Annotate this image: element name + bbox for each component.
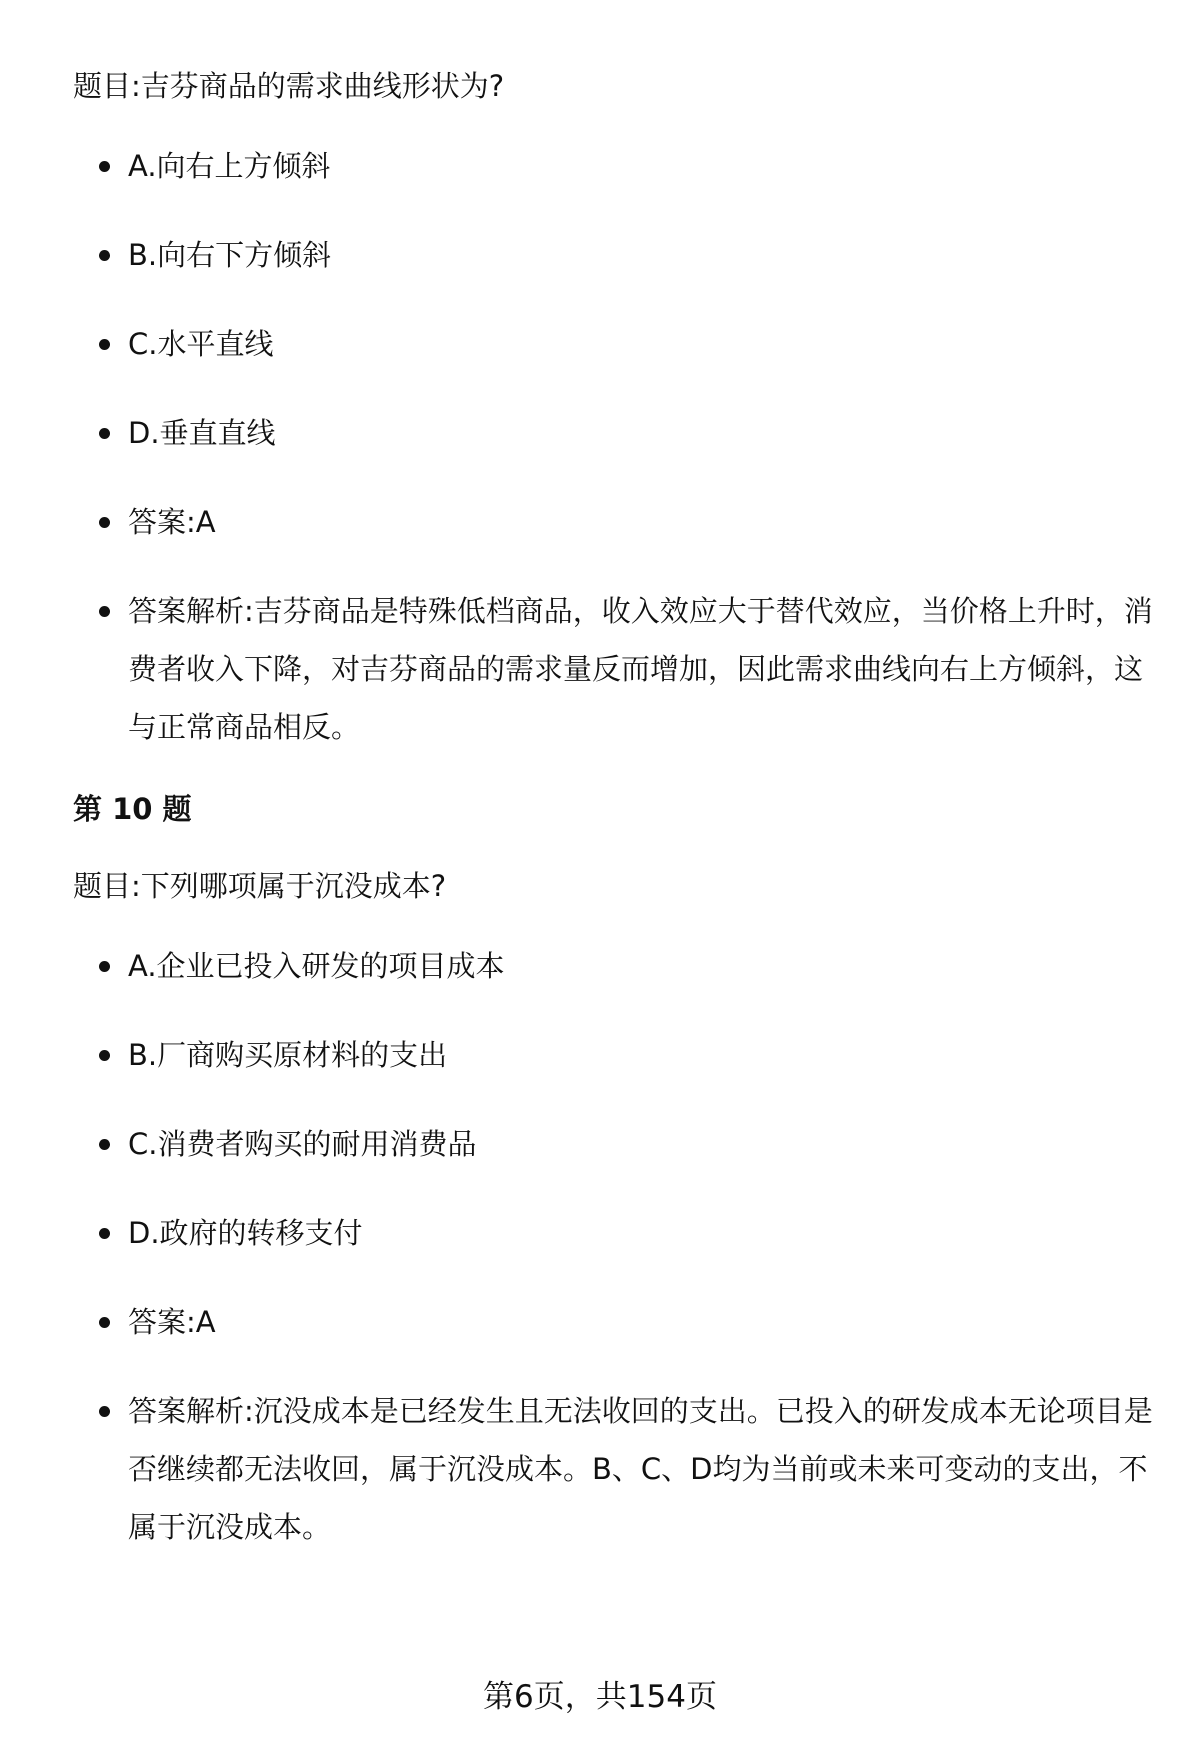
q9-option-d: D.垂直直线 [73, 413, 1153, 453]
q9-option-b: B.向右下方倾斜 [73, 235, 1153, 275]
q9-option-c: C.水平直线 [73, 324, 1153, 364]
page-number: 第6页，共154页 [483, 1679, 717, 1715]
q10-options-list [73, 946, 1153, 1556]
q10-option-c: C.消费者购买的耐用消费品 [73, 1124, 1153, 1164]
q9-answer: 答案:A [73, 502, 1153, 542]
q9-explanation: 答案解析:吉芬商品是特殊低档商品，收入效应大于替代效应，当价格上升时，消费者收入下降，对吉芬商品的需求量反而增加，因此需求曲线向右上方倾斜，这与正常商品相反。 [73, 582, 1153, 756]
q10-heading: 第 10 题 [73, 792, 192, 826]
q9-option-a: A.向右上方倾斜 [73, 146, 1153, 186]
q10-option-d: D.政府的转移支付 [73, 1213, 1153, 1253]
document-page [73, 66, 1153, 1589]
q10-answer: 答案:A [73, 1302, 1153, 1342]
q10-option-a: A.企业已投入研发的项目成本 [73, 946, 1153, 986]
q9-options-list [73, 146, 1153, 756]
q10-option-b: B.厂商购买原材料的支出 [73, 1035, 1153, 1075]
q10-prompt: 题目:下列哪项属于沉没成本? [73, 869, 447, 903]
q10-explanation: 答案解析:沉没成本是已经发生且无法收回的支出。已投入的研发成本无论项目是否继续都无法收回，属于沉没成本。B、C、D均为当前或未来可变动的支出，不属于沉没成本。 [73, 1382, 1153, 1556]
q9-prompt: 题目:吉芬商品的需求曲线形状为? [73, 69, 505, 103]
